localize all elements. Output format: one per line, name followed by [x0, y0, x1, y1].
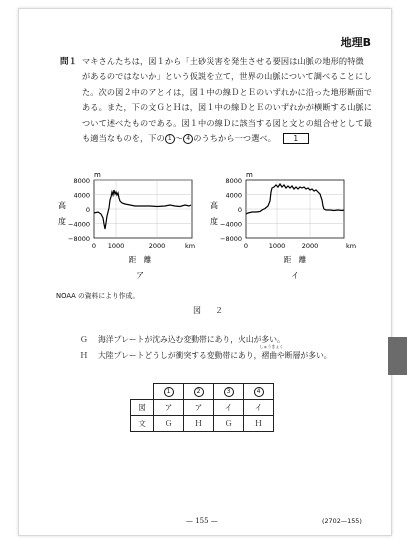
x-unit-label: km [346, 242, 357, 250]
profile-label-a: ア [136, 271, 144, 280]
statement-text-suffix: 曲や断層が多い。 [269, 351, 332, 360]
y-tick-label: 8000 [73, 177, 90, 185]
table-row [131, 416, 274, 432]
table-cell: ア [154, 400, 184, 416]
y-tick-label: −8000 [68, 235, 90, 243]
profile-chart-a [40, 168, 200, 288]
statement-text-prefix: 大陸プレートどうしが衝突する変動帯にあり， [98, 351, 262, 360]
table-cell: イ [214, 400, 244, 416]
row-header: 文 [131, 416, 154, 432]
y-tick-label: 0 [237, 206, 242, 214]
table-header-row [131, 384, 274, 400]
y-axis-label-top: 高 [210, 201, 218, 210]
question-line-suffix: のうちから一つ選べ。 [193, 132, 277, 143]
ruby-word [259, 344, 284, 361]
table-corner-cell [131, 384, 154, 400]
figure-source-note: NOAA の資料により作成。 [56, 292, 140, 300]
table-row [131, 400, 274, 416]
table-cell: Ｇ [154, 416, 184, 432]
choice-number: 1 [164, 387, 174, 397]
table-cell: Ｈ [184, 416, 214, 432]
statement-g [80, 334, 285, 345]
table-cell: ア [184, 400, 214, 416]
x-tick-label: 0 [243, 242, 249, 250]
choice-number-last: 4 [183, 134, 193, 144]
table-cell: イ [244, 400, 274, 416]
question-line: マキさんたちは，図１から「土砂災害を発生させる要因は山脈の地形的特徴 [82, 56, 364, 66]
x-tick-label: 2000 [148, 242, 166, 250]
choice-number: 2 [194, 387, 204, 397]
y-unit-label: m [246, 171, 253, 179]
figure-caption: 図 ２ [193, 306, 226, 315]
choice-number-first: 1 [165, 134, 175, 144]
y-axis-label-bottom: 度 [210, 217, 218, 226]
table-cell: Ｈ [244, 416, 274, 432]
x-axis-label: 距 離 [283, 255, 307, 264]
y-tick-label: −4000 [68, 220, 90, 229]
side-tab-marker [388, 337, 407, 375]
y-unit-label: m [94, 171, 101, 179]
exam-code: (2702—155) [322, 517, 362, 525]
ruby-base: 褶 [261, 351, 270, 360]
question-line: ついて述べたものである。図１中の線Ｄに該当する図と文との組合せとして最 [82, 117, 373, 128]
question-line-prefix: も適当なものを，下の [82, 132, 165, 143]
profile-label-i: イ [291, 271, 299, 280]
y-tick-label: 4000 [225, 191, 242, 200]
x-tick-label: 1000 [107, 242, 125, 250]
statement-key: Ｇ [80, 335, 88, 344]
x-unit-label: km [185, 242, 196, 250]
terrain-profile-line [246, 184, 344, 214]
question-line: があるのではないか」という仮説を立て，世界の山脈について調べることにし [82, 71, 372, 82]
y-tick-label: 8000 [225, 177, 242, 185]
row-header: 図 [131, 400, 154, 416]
table-cell: Ｇ [214, 416, 244, 432]
choices-table [130, 383, 274, 432]
question-text [82, 54, 382, 146]
y-tick-label: −4000 [220, 220, 242, 229]
question-number: 問１ [60, 57, 78, 67]
y-tick-label: 0 [85, 206, 90, 214]
terrain-profile-line [94, 190, 191, 229]
question-line-last [82, 131, 382, 146]
ruby-reading: しゅうきょく [259, 344, 284, 349]
x-tick-label: 1000 [268, 242, 286, 250]
profile-chart-i [192, 168, 362, 288]
x-axis-label: 距 離 [128, 255, 152, 264]
column-header [154, 384, 184, 400]
question-line: た。次の図２中のアとイは，図１中の線ＤとＥのいずれかに沿った地形断面で [82, 86, 373, 97]
x-tick-label: 2000 [301, 242, 319, 250]
x-tick-label: 0 [91, 242, 97, 250]
y-tick-label: −8000 [220, 235, 242, 243]
subject-title: 地理B [340, 36, 371, 49]
statement-text: 海洋プレートが沈み込む変動帯にあり，火山が多い。 [98, 335, 285, 344]
question-line: ある。また，下の文ＧとＨは，図１中の線ＤとＥのいずれかが横断する山脈に [82, 102, 373, 113]
choice-range-separator: ～ [174, 132, 184, 143]
column-header [184, 384, 214, 400]
y-axis-label-top: 高 [58, 201, 66, 210]
statement-key: Ｈ [80, 351, 88, 360]
column-header [214, 384, 244, 400]
y-tick-label: 4000 [73, 191, 90, 200]
column-header [244, 384, 274, 400]
answer-number-box: 1 [283, 133, 309, 144]
page-number: — 155 — [186, 517, 218, 525]
y-axis-label-bottom: 度 [58, 217, 66, 226]
statement-h [80, 344, 332, 361]
choice-number: 3 [224, 387, 234, 397]
choice-number: 4 [254, 387, 264, 397]
